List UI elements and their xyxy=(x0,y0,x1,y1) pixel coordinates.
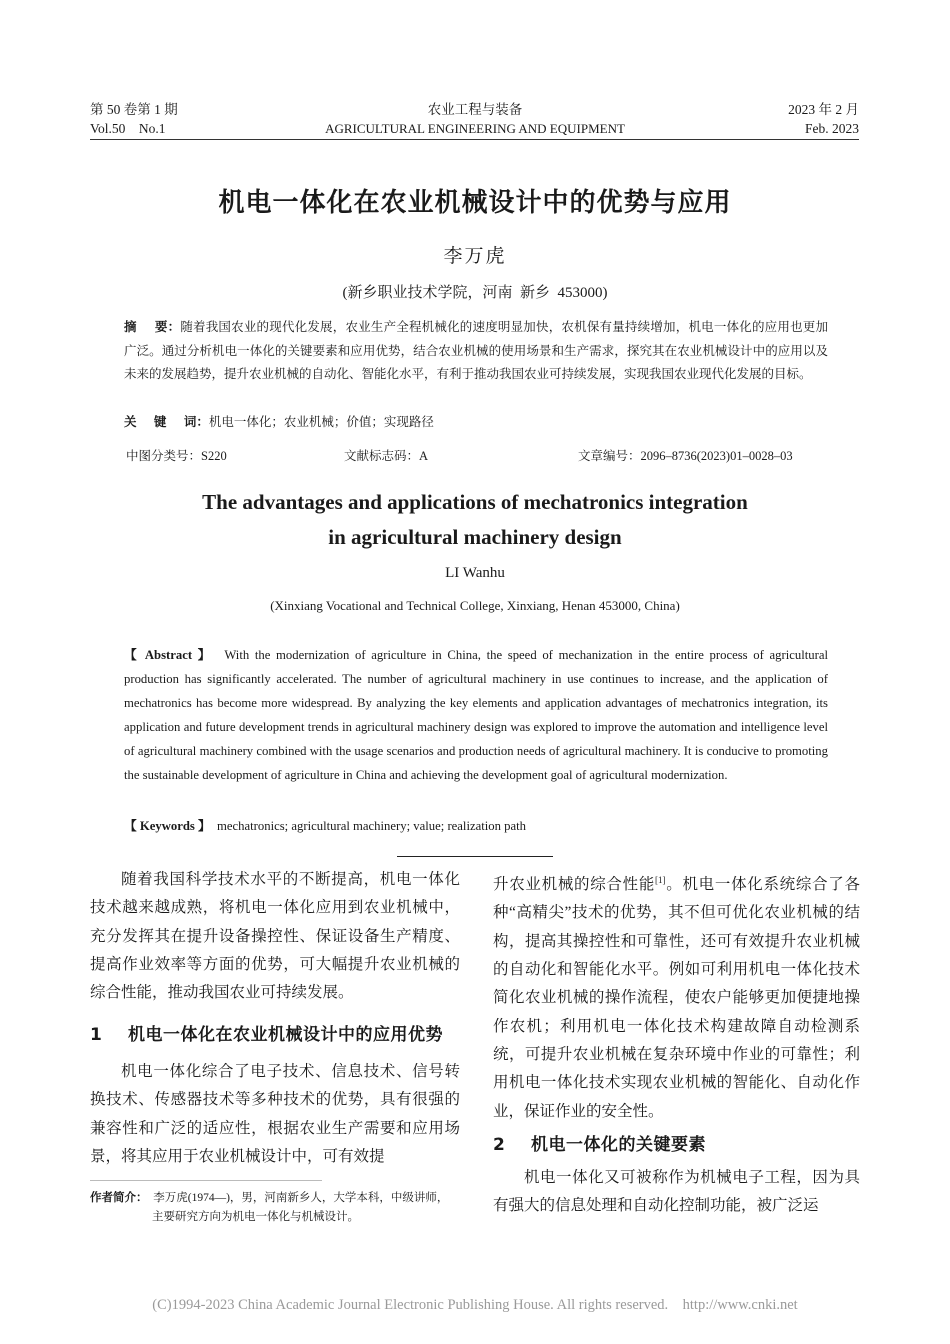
abstract-cn xyxy=(124,315,828,387)
header-rule xyxy=(90,139,859,140)
abstract-en-label: 【 Abstract 】 xyxy=(124,648,213,662)
paper-title-en-line1: The advantages and applications of mechatronics integration xyxy=(202,490,748,514)
affiliation-cn: (新乡职业技术学院，河南 新乡 453000) xyxy=(342,285,608,301)
section-2-heading: 2 机电一体化的关键要素 xyxy=(493,1135,707,1155)
reference-1[interactable]: [1] xyxy=(655,875,666,885)
header-date-en: Feb. 2023 xyxy=(805,121,859,136)
keywords-cn-label: 关 键 词： xyxy=(124,414,209,429)
section-1-paragraph-1: 机电一体化综合了电子技术、信息技术、信号转换技术、传感器技术等多种技术的优势，具有很强的兼容性和广泛的适应性，根据农业生产需要和应用场景，将其应用于农业机械设计中，可有效提 xyxy=(90,1063,460,1165)
abstract-cn-text: 随着我国农业的现代化发展，农业生产全程机械化的速度明显加快，农机保有量持续增加，机电一体化的应用也更加广泛。通过分析机电一体化的关键要素和应用优势，结合农业机械的使用场景和生产需求，探究其在农业机械设计中的应用以及未来的发展趋势，提升农业机械的自动化、智能化水平，有利于推动我国农业可持续发展，实现我国农业现代化发展的目标。 xyxy=(124,320,828,381)
author-cn: 李万虎 xyxy=(443,246,507,267)
section-1-cont-b: 。机电一体化系统综合了各种“高精尖”技术的优势，其不但可优化农业机械的结构，提高其操控性和可靠性，还可有效提升农业机械的自动化和智能化水平。例如可利用机电一体化技术简化农业机械的操作流程，使农户能够更加便捷地操作农机；利用机电一体化技术构建故障自动检测系统，可提升农业机械在复杂环境中作业的可靠性；利用机电一体化技术实现农业机械的智能化、自动化作业，保证作业的安全性。 xyxy=(493,876,860,1120)
clc-number: 中图分类号：S220 xyxy=(126,449,227,463)
section-1-body-left xyxy=(90,1058,460,1171)
header-journal-cn: 农业工程与装备 xyxy=(427,102,523,117)
footnote-label: 作者简介： xyxy=(90,1190,148,1204)
section-2-paragraph-1: 机电一体化又可被称作为机械电子工程，因为具有强大的信息处理和自动化控制功能，被广泛运 xyxy=(493,1169,860,1215)
paper-title-cn: 机电一体化在农业机械设计中的优势与应用 xyxy=(218,188,732,218)
keywords-en xyxy=(124,815,828,837)
section-2-body xyxy=(493,1164,860,1221)
abstract-cn-label: 摘 要： xyxy=(124,319,181,334)
header-journal-en: AGRICULTURAL ENGINEERING AND EQUIPMENT xyxy=(325,121,625,136)
header-date-cn: 2023 年 2 月 xyxy=(788,102,859,117)
section-divider xyxy=(397,856,553,857)
author-en: LI Wanhu xyxy=(445,565,505,581)
left-column xyxy=(90,866,460,1007)
footnote-rule xyxy=(90,1180,322,1181)
abstract-en xyxy=(124,644,828,787)
footnote-line-2: 主要研究方向为机电一体化与机械设计。 xyxy=(152,1211,359,1223)
intro-paragraph: 随着我国科学技术水平的不断提高，机电一体化技术越来越成熟，将机电一体化应用到农业机械中，充分发挥其在提升设备操控性、保证设备生产精度、提高作业效率等方面的优势，可大幅提升农业机械的综合性能，推动我国农业可持续发展。 xyxy=(90,871,460,1002)
keywords-en-label: 【 Keywords 】 xyxy=(124,819,211,833)
section-1-heading: 1 机电一体化在农业机械设计中的应用优势 xyxy=(90,1025,444,1045)
footnote-line-1: 李万虎(1974—)，男，河南新乡人，大学本科，中级讲师， xyxy=(153,1192,449,1204)
header-volume-cn: 第 50 卷第 1 期 xyxy=(90,102,178,117)
right-column xyxy=(493,866,860,1126)
abstract-en-text: With the modernization of agriculture in China, the speed of mechanization in the entire process of agricultural production has significantly accelerated. The number of agricultural machinery in use continues to increase, and the application of mechatronics has become more widespread. By analyzing the key elements and application advantages of mechatronics integration, its application and future development trends in agricultural machinery design was explored to improve the automation and intelligence level of agricultural machinery combined with the usage scenarios and production needs of agricultural machinery. It is conducive to promoting the sustainable development of agriculture in China and achieving the development goal of agricultural modernization. xyxy=(124,648,828,782)
affiliation-en: (Xinxiang Vocational and Technical College, Xinxiang, Henan 453000, China) xyxy=(270,598,680,613)
author-footnote xyxy=(90,1188,462,1227)
article-number: 文章编号：2096–8736(2023)01–0028–03 xyxy=(578,449,793,463)
document-code: 文献标志码：A xyxy=(344,449,429,463)
keywords-en-text: mechatronics; agricultural machinery; value; realization path xyxy=(217,819,526,833)
keywords-cn-text: 机电一体化；农业机械；价值；实现路径 xyxy=(208,415,434,429)
section-1-cont-a: 升农业机械的综合性能 xyxy=(493,876,656,894)
keywords-cn xyxy=(124,411,828,433)
paper-title-en-line2: in agricultural machinery design xyxy=(328,525,622,549)
section-1-continuation xyxy=(493,866,860,1126)
header-volume-en: Vol.50 No.1 xyxy=(90,121,166,136)
copyright-notice: (C)1994-2023 China Academic Journal Electronic Publishing House. All rights reserved. http://www.cnki.net xyxy=(152,1297,798,1313)
